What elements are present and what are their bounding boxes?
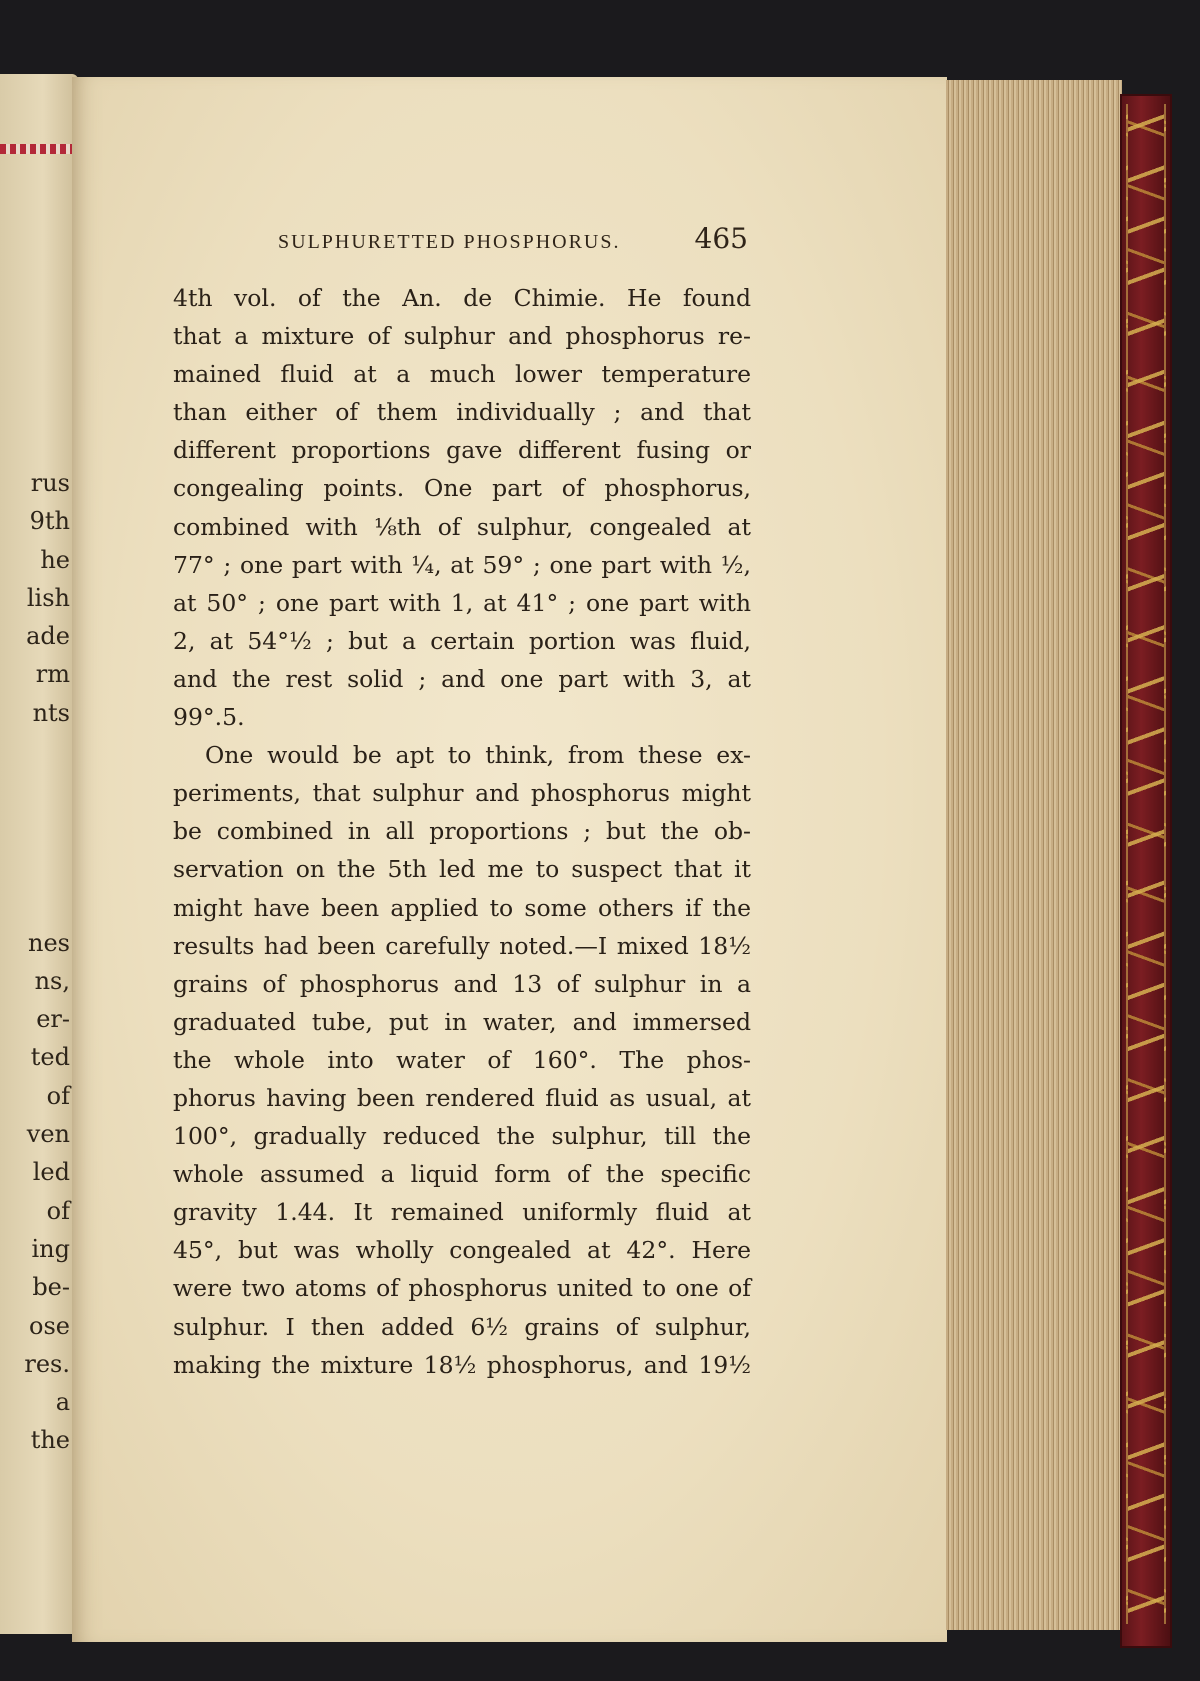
page-number: 465: [694, 222, 748, 255]
text-line: 100°, gradually reduced the sulphur, till the: [173, 1122, 751, 1151]
text-line: the whole into water of 160°. The phos-: [173, 1045, 751, 1074]
previous-page-text-fragments: [24, 464, 70, 1460]
text-line: might have been applied to some others if the: [173, 893, 751, 922]
text-line: periments, that sulphur and phosphorus might: [173, 779, 751, 808]
text-line: combined with ⅛th of sulphur, congealed at: [173, 512, 751, 541]
fragment-line: nts: [32, 698, 70, 727]
fragment-line: [24, 770, 70, 808]
text-line: whole assumed a liquid form of the specific: [173, 1160, 751, 1189]
text-line: 2, at 54°½ ; but a certain portion was fluid,: [173, 626, 751, 655]
fragment-line: ose: [29, 1311, 70, 1340]
fragment-line: [24, 847, 70, 885]
fragment-line: [24, 732, 70, 770]
text-line: making the mixture 18½ phosphorus, and 19½: [173, 1350, 751, 1379]
fragment-line: ing: [31, 1234, 70, 1263]
fragment-line: lish: [26, 583, 70, 612]
fragment-line: be-: [32, 1273, 70, 1302]
text-line: sulphur. I then added 6½ grains of sulphur,: [173, 1312, 751, 1341]
text-line: 99°.5.: [173, 703, 245, 732]
text-line: gravity 1.44. It remained uniformly fluid at: [173, 1198, 751, 1227]
fragment-line: ven: [26, 1120, 70, 1149]
running-title: SULPHURETTED PHOSPHORUS.: [278, 231, 621, 253]
text-line: 77° ; one part with ¼, at 59° ; one part with ½,: [173, 550, 751, 579]
fragment-line: the: [30, 1426, 70, 1455]
text-line: results had been carefully noted.—I mixed 18½: [173, 931, 751, 960]
text-line: and the rest solid ; and one part with 3, at: [173, 664, 751, 693]
fragment-line: res.: [24, 1349, 70, 1378]
text-line: 45°, but was wholly congealed at 42°. Here: [173, 1236, 751, 1265]
running-head: [278, 222, 748, 255]
text-line: at 50° ; one part with 1, at 41° ; one part with: [173, 588, 751, 617]
text-line: grains of phosphorus and 13 of sulphur in a: [173, 969, 751, 998]
fragment-line: led: [32, 1158, 70, 1187]
page-block-edge: [946, 80, 1122, 1630]
fragment-line: er-: [36, 1005, 70, 1034]
text-line: different proportions gave different fusing or: [173, 436, 751, 465]
text-line: graduated tube, put in water, and immersed: [173, 1007, 751, 1036]
fragment-line: of: [46, 1196, 70, 1225]
text-line: mained fluid at a much lower temperature: [173, 360, 751, 389]
body-text: [173, 279, 751, 1384]
fragment-line: ade: [26, 622, 70, 651]
headband: [0, 144, 78, 154]
fragment-line: rm: [35, 660, 70, 689]
text-line: than either of them individually ; and that: [173, 398, 751, 427]
fragment-line: he: [40, 545, 70, 574]
previous-page-edge: [0, 74, 78, 1634]
text-line: be combined in all proportions ; but the ob-: [173, 817, 751, 846]
fragment-line: ted: [30, 1043, 70, 1072]
fragment-line: [24, 809, 70, 847]
fragment-line: ns,: [34, 966, 70, 995]
text-line: were two atoms of phosphorus united to one of: [173, 1274, 751, 1303]
text-line: that a mixture of sulphur and phosphorus re-: [173, 322, 751, 351]
text-line: One would be apt to think, from these ex-: [205, 741, 751, 770]
text-line: phorus having been rendered fluid as usual, at: [173, 1083, 751, 1112]
text-line: servation on the 5th led me to suspect that it: [173, 855, 751, 884]
fragment-line: [24, 885, 70, 923]
fragment-line: a: [55, 1388, 70, 1417]
text-line: congealing points. One part of phosphorus,: [173, 474, 751, 503]
fragment-line: nes: [28, 928, 70, 957]
text-line: 4th vol. of the An. de Chimie. He found: [173, 284, 751, 312]
fragment-line: 9th: [29, 507, 70, 536]
gilt-decoration: [1126, 104, 1166, 1624]
fragment-line: of: [46, 1081, 70, 1110]
fragment-line: rus: [30, 469, 70, 497]
